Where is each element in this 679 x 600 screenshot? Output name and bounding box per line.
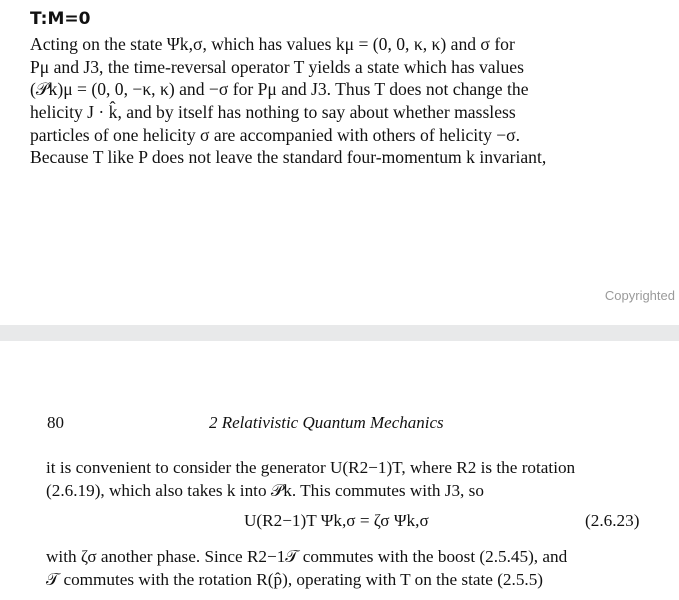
page-divider	[0, 325, 679, 341]
text-line: helicity J · k̂, and by itself has nothing to say about whether massless	[30, 102, 516, 122]
text-line: 𝒯 commutes with the rotation R(p̂), operating with T on the state (2.5.5)	[46, 570, 544, 589]
text-line: with ζσ another phase. Since R2−1𝒯 commutes with the boost (2.5.45), and	[46, 547, 568, 566]
text-line: it is convenient to consider the generator U(R2−1)T, where R2 is the rotation	[46, 458, 576, 477]
lower-page	[0, 341, 679, 600]
text-line: Pμ and J3, the time-reversal operator T yields a state which has values	[30, 57, 524, 77]
text-line: (𝒫k)μ = (0, 0, −κ, κ) and −σ for Pμ and J3. Thus T does not change the	[30, 79, 529, 99]
section-heading: T:M=0	[30, 9, 91, 29]
text-line: (2.6.19), which also takes k into 𝒫k. This commutes with J3, so	[46, 481, 484, 500]
text-line: Acting on the state Ψk,σ, which has values kμ = (0, 0, κ, κ) and σ for	[30, 34, 515, 54]
page-number: 80	[47, 413, 64, 432]
text-line: Because T like P does not leave the standard four-momentum k invariant,	[30, 147, 547, 167]
equation: U(R2−1)T Ψk,σ = ζσ Ψk,σ	[244, 511, 429, 530]
text-line: particles of one helicity σ are accompanied with others of helicity −σ.	[30, 125, 521, 145]
running-head: 2 Relativistic Quantum Mechanics	[209, 413, 444, 432]
equation-number: (2.6.23)	[585, 511, 640, 530]
copyright-watermark: Copyrighted	[604, 288, 675, 303]
